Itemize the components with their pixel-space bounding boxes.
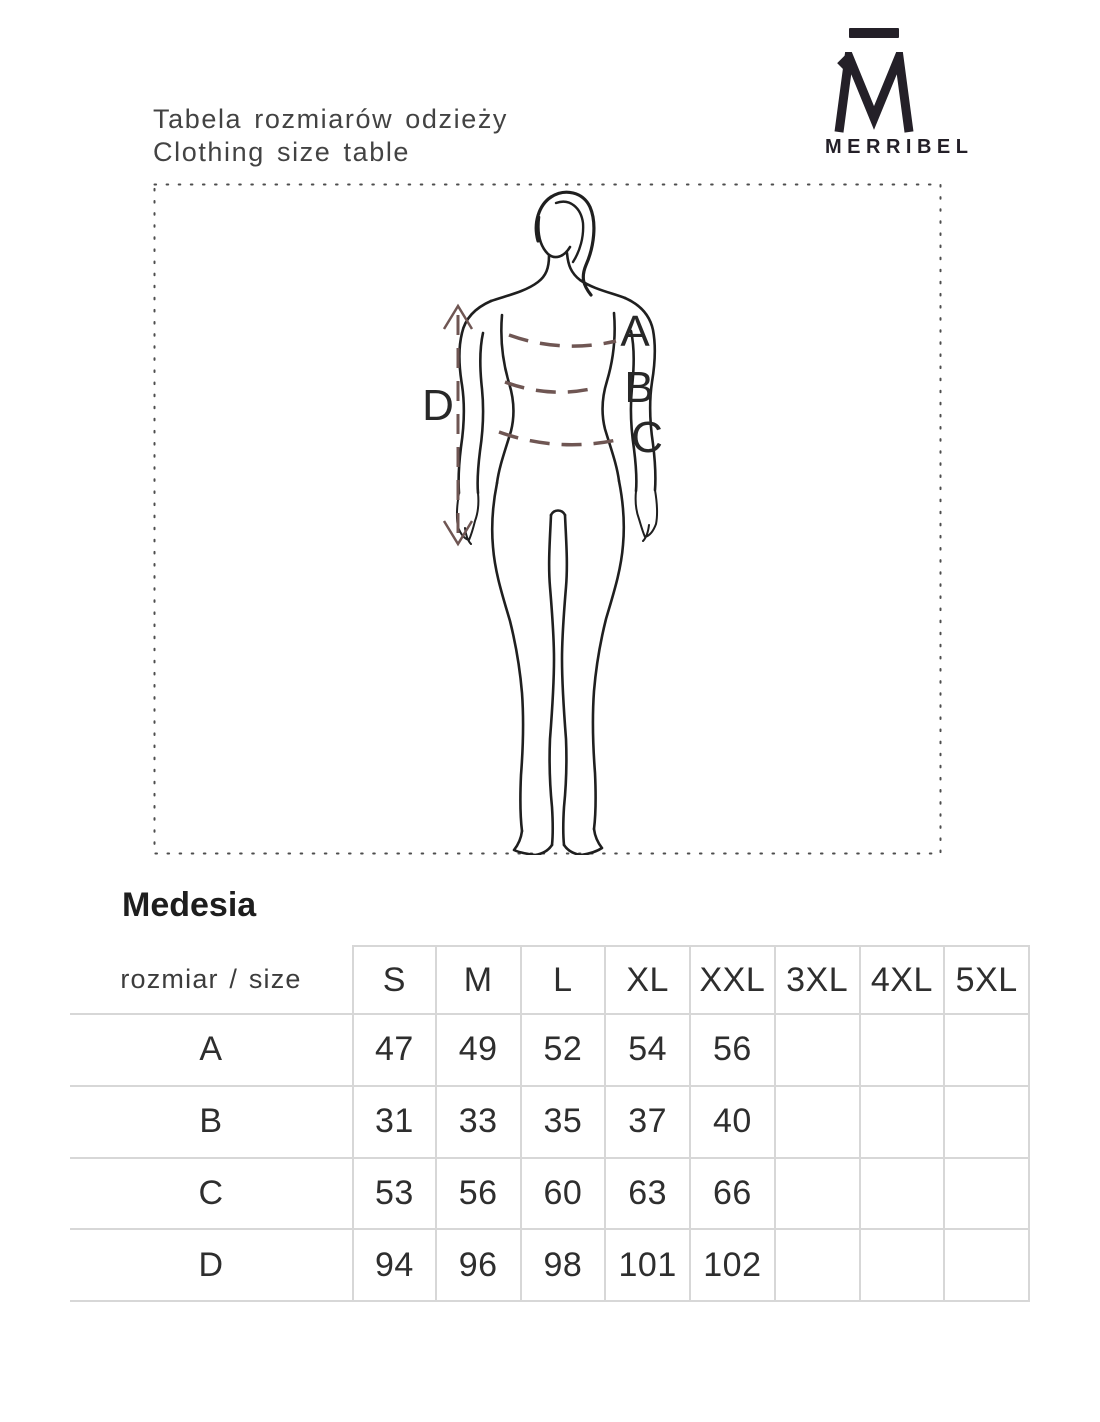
size-value-cell: 60 — [522, 1159, 607, 1231]
size-value-cell — [776, 1087, 861, 1159]
size-value-cell — [861, 1159, 946, 1231]
size-value-cell: 49 — [437, 1015, 522, 1087]
figure-outline — [457, 192, 657, 855]
page-title-polish: Tabela rozmiarów odzieży — [153, 104, 509, 134]
brand-name: MERRIBEL — [825, 136, 974, 158]
size-table — [70, 945, 1030, 1302]
label-waist: B — [624, 363, 654, 412]
size-value-cell: 98 — [522, 1230, 607, 1302]
size-value-cell — [776, 1015, 861, 1087]
size-value-cell: 52 — [522, 1015, 607, 1087]
size-value-cell: 102 — [691, 1230, 776, 1302]
size-value-cell — [861, 1015, 946, 1087]
row-label: A — [70, 1015, 352, 1087]
size-value-cell: 31 — [352, 1087, 437, 1159]
size-column-header: 5XL — [945, 945, 1030, 1015]
size-column-header: L — [522, 945, 607, 1015]
size-value-cell: 63 — [606, 1159, 691, 1231]
logo-m-icon — [830, 52, 918, 134]
size-value-cell: 33 — [437, 1087, 522, 1159]
row-label: D — [70, 1230, 352, 1302]
size-column-header: XXL — [691, 945, 776, 1015]
measurement-lines — [444, 306, 621, 544]
size-value-cell — [776, 1230, 861, 1302]
hip-line — [499, 432, 621, 445]
size-value-cell: 37 — [606, 1087, 691, 1159]
size-column-header: S — [352, 945, 437, 1015]
page-title — [153, 103, 508, 169]
row-label: C — [70, 1159, 352, 1231]
size-value-cell: 56 — [437, 1159, 522, 1231]
size-value-cell — [945, 1015, 1030, 1087]
page-title-english: Clothing size table — [153, 137, 411, 167]
size-value-cell: 96 — [437, 1230, 522, 1302]
label-hip: C — [631, 413, 663, 462]
size-value-cell: 56 — [691, 1015, 776, 1087]
size-column-header: 3XL — [776, 945, 861, 1015]
logo-macron-bar-icon — [849, 28, 899, 38]
size-value-cell: 94 — [352, 1230, 437, 1302]
size-value-cell: 47 — [352, 1015, 437, 1087]
size-column-header: 4XL — [861, 945, 946, 1015]
female-figure-diagram — [153, 183, 942, 855]
size-value-cell — [861, 1087, 946, 1159]
size-value-cell — [945, 1230, 1030, 1302]
size-value-cell — [776, 1159, 861, 1231]
dotted-frame — [155, 185, 941, 854]
waist-line — [505, 382, 599, 392]
brand-logo — [822, 24, 974, 164]
size-value-cell — [945, 1087, 1030, 1159]
size-value-cell: 40 — [691, 1087, 776, 1159]
size-column-header: M — [437, 945, 522, 1015]
size-value-cell: 53 — [352, 1159, 437, 1231]
table-corner-label: rozmiar / size — [70, 945, 352, 1015]
product-name: Medesia — [122, 886, 257, 924]
measurement-diagram — [153, 183, 942, 855]
size-value-cell — [861, 1230, 946, 1302]
row-label: B — [70, 1087, 352, 1159]
label-bust: A — [620, 307, 650, 356]
size-value-cell: 66 — [691, 1159, 776, 1231]
size-value-cell: 101 — [606, 1230, 691, 1302]
size-value-cell: 35 — [522, 1087, 607, 1159]
bust-line — [509, 335, 616, 346]
size-value-cell — [945, 1159, 1030, 1231]
label-length: D — [422, 381, 454, 430]
size-column-header: XL — [606, 945, 691, 1015]
size-value-cell: 54 — [606, 1015, 691, 1087]
